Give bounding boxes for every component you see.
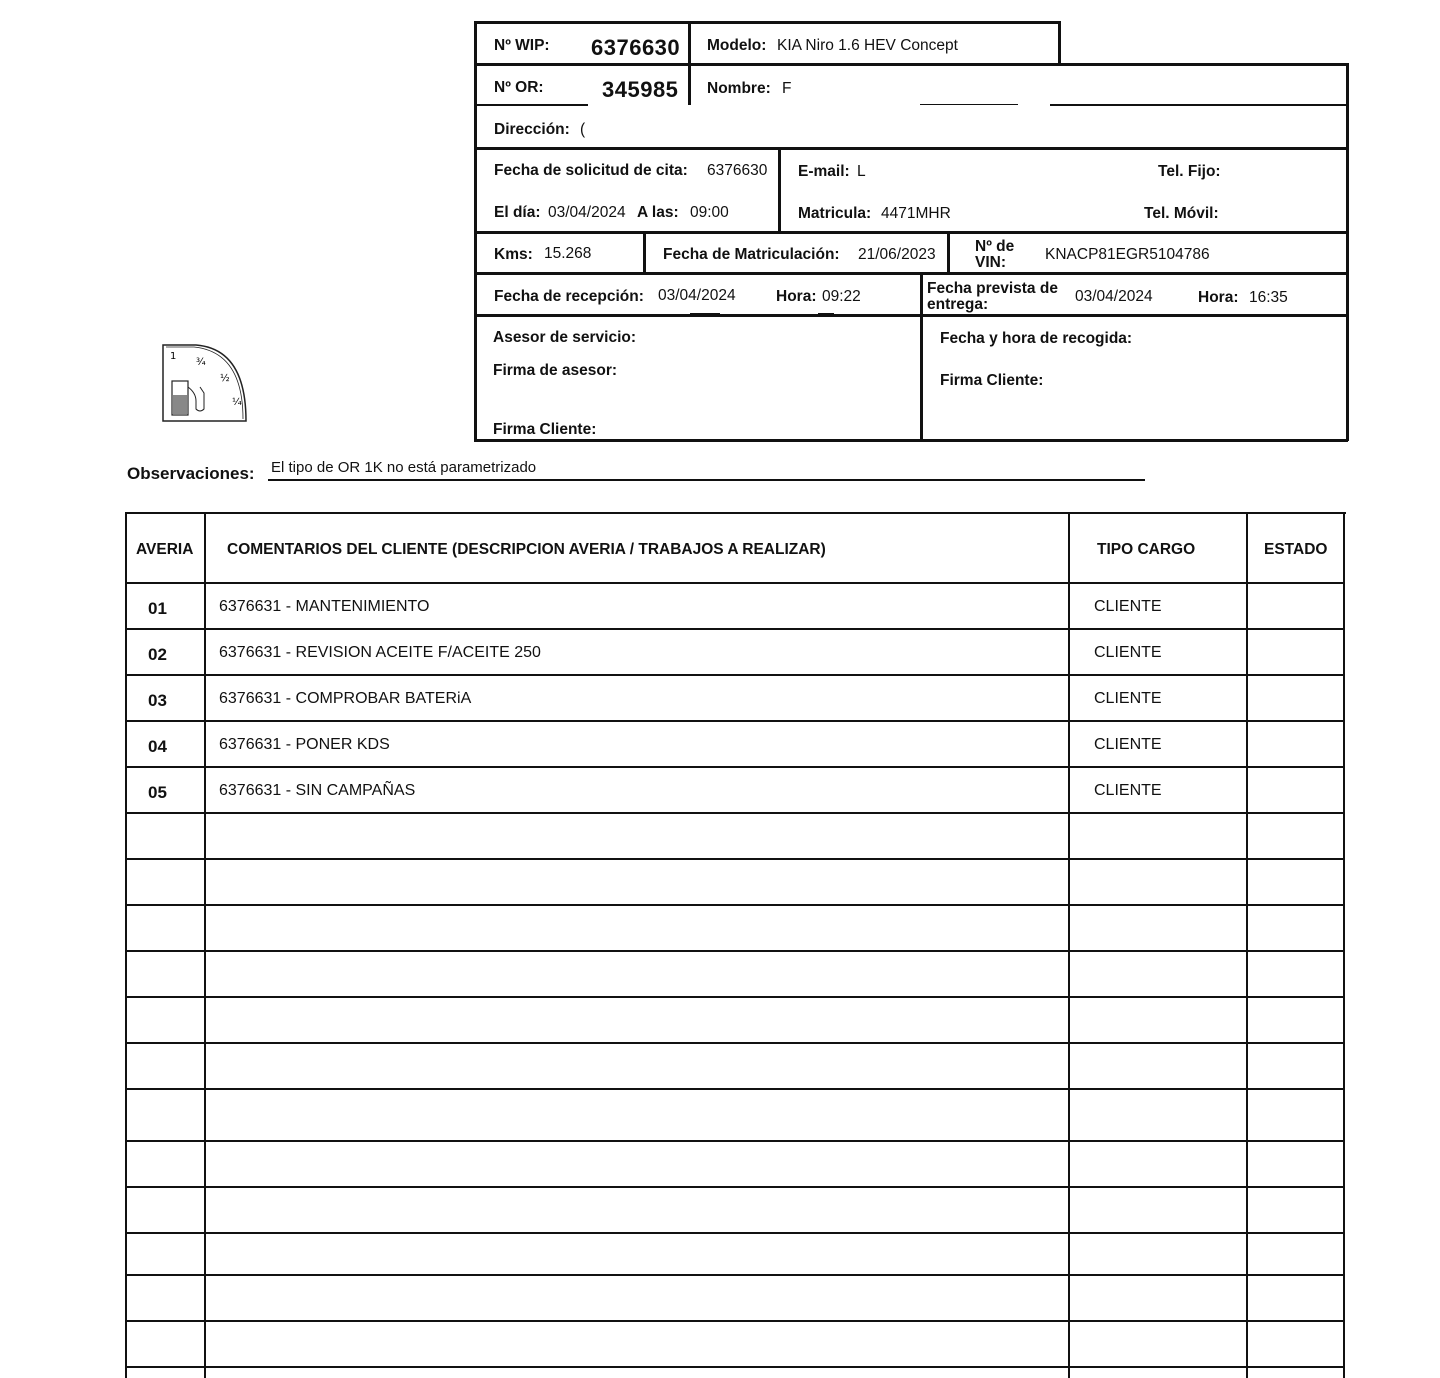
hora-recepcion-value: 09:22	[822, 288, 861, 305]
table-row-comentario: 6376631 - PONER KDS	[219, 736, 390, 753]
fecha-prevista-label-line-1: Fecha prevista de	[927, 280, 1058, 297]
table-row-tipo: CLIENTE	[1094, 690, 1162, 707]
table-row-tipo: CLIENTE	[1094, 736, 1162, 753]
table-row-tipo: CLIENTE	[1094, 598, 1162, 615]
fecha-recogida-label: Fecha y hora de recogida:	[940, 330, 1133, 347]
column-header-comentarios: COMENTARIOS DEL CLIENTE (DESCRIPCION AVERIA / TRABAJOS A REALIZAR)	[227, 541, 826, 558]
fecha-prevista-label	[927, 281, 1058, 312]
matricula-value: 4471MHR	[881, 205, 951, 222]
observaciones-label: Observaciones:	[127, 464, 255, 483]
column-header-averia: AVERIA	[136, 541, 194, 558]
table-row-averia: 01	[148, 599, 167, 618]
tel-movil-label: Tel. Móvil:	[1144, 205, 1219, 222]
table-row-tipo: CLIENTE	[1094, 644, 1162, 661]
nombre-value: F	[782, 80, 792, 97]
firma-asesor-label: Firma de asesor:	[493, 362, 618, 379]
el-dia-label: El día:	[494, 204, 541, 221]
hora-entrega-value: 16:35	[1249, 289, 1288, 306]
fecha-solicitud-label: Fecha de solicitud de cita:	[494, 162, 688, 179]
column-header-estado: ESTADO	[1264, 541, 1328, 558]
gauge-mark-full: 1	[170, 351, 177, 362]
or-label: Nº OR:	[494, 79, 544, 96]
email-value: L	[857, 163, 866, 180]
table-row-tipo: CLIENTE	[1094, 782, 1162, 799]
wip-label: Nº WIP:	[494, 37, 550, 54]
fecha-solicitud-value: 6376630	[707, 162, 768, 179]
fuel-gauge-icon	[160, 343, 250, 425]
hora-recepcion-label: Hora:	[776, 288, 817, 305]
modelo-label: Modelo:	[707, 37, 767, 54]
table-row-averia: 03	[148, 691, 167, 710]
direccion-label: Dirección:	[494, 121, 570, 138]
fuel-gauge	[160, 343, 250, 425]
firma-cliente-left-label: Firma Cliente:	[493, 421, 597, 438]
or-value: 345985	[602, 77, 679, 102]
vin-label-line-1: Nº de	[975, 238, 1015, 255]
matricula-label: Matricula:	[798, 205, 872, 222]
kms-label: Kms:	[494, 246, 533, 263]
gauge-mark-half: ½	[220, 373, 230, 384]
firma-cliente-right-label: Firma Cliente:	[940, 372, 1044, 389]
a-las-label: A las:	[637, 204, 679, 221]
gauge-mark-three-quarter: ¾	[196, 357, 206, 368]
table-row-averia: 05	[148, 783, 167, 802]
fecha-recepcion-value: 03/04/2024	[658, 287, 736, 304]
table-row-comentario: 6376631 - REVISION ACEITE F/ACEITE 250	[219, 644, 541, 661]
modelo-value: KIA Niro 1.6 HEV Concept	[777, 37, 958, 54]
column-header-tipo-cargo: TIPO CARGO	[1097, 541, 1196, 558]
kms-value: 15.268	[544, 245, 592, 262]
nombre-label: Nombre:	[707, 80, 771, 97]
table-row-averia: 04	[148, 737, 167, 756]
fecha-recepcion-label: Fecha de recepción:	[494, 288, 644, 305]
table-row-averia: 02	[148, 645, 167, 664]
tel-fijo-label: Tel. Fijo:	[1158, 163, 1221, 180]
asesor-label: Asesor de servicio:	[493, 329, 637, 346]
direccion-value: (	[580, 121, 586, 138]
fecha-prevista-value: 03/04/2024	[1075, 288, 1153, 305]
wip-value: 6376630	[591, 35, 681, 60]
email-label: E-mail:	[798, 163, 850, 180]
el-dia-value: 03/04/2024	[548, 204, 626, 221]
table-row-comentario: 6376631 - COMPROBAR BATERiA	[219, 690, 472, 707]
fecha-prevista-label-line-2: entrega:	[927, 295, 989, 313]
vin-label-line-2: VIN:	[975, 253, 1006, 271]
observaciones-value: El tipo de OR 1K no está parametrizado	[271, 459, 537, 476]
vin-value: KNACP81EGR5104786	[1045, 246, 1210, 263]
table-row-comentario: 6376631 - SIN CAMPAÑAS	[219, 782, 416, 799]
fecha-matriculacion-value: 21/06/2023	[858, 246, 936, 263]
gauge-mark-quarter: ¼	[232, 397, 242, 408]
hora-entrega-label: Hora:	[1198, 289, 1239, 306]
table-row-comentario: 6376631 - MANTENIMIENTO	[219, 598, 430, 615]
vin-label	[975, 239, 1014, 270]
a-las-value: 09:00	[690, 204, 729, 221]
fecha-matriculacion-label: Fecha de Matriculación:	[663, 246, 840, 263]
